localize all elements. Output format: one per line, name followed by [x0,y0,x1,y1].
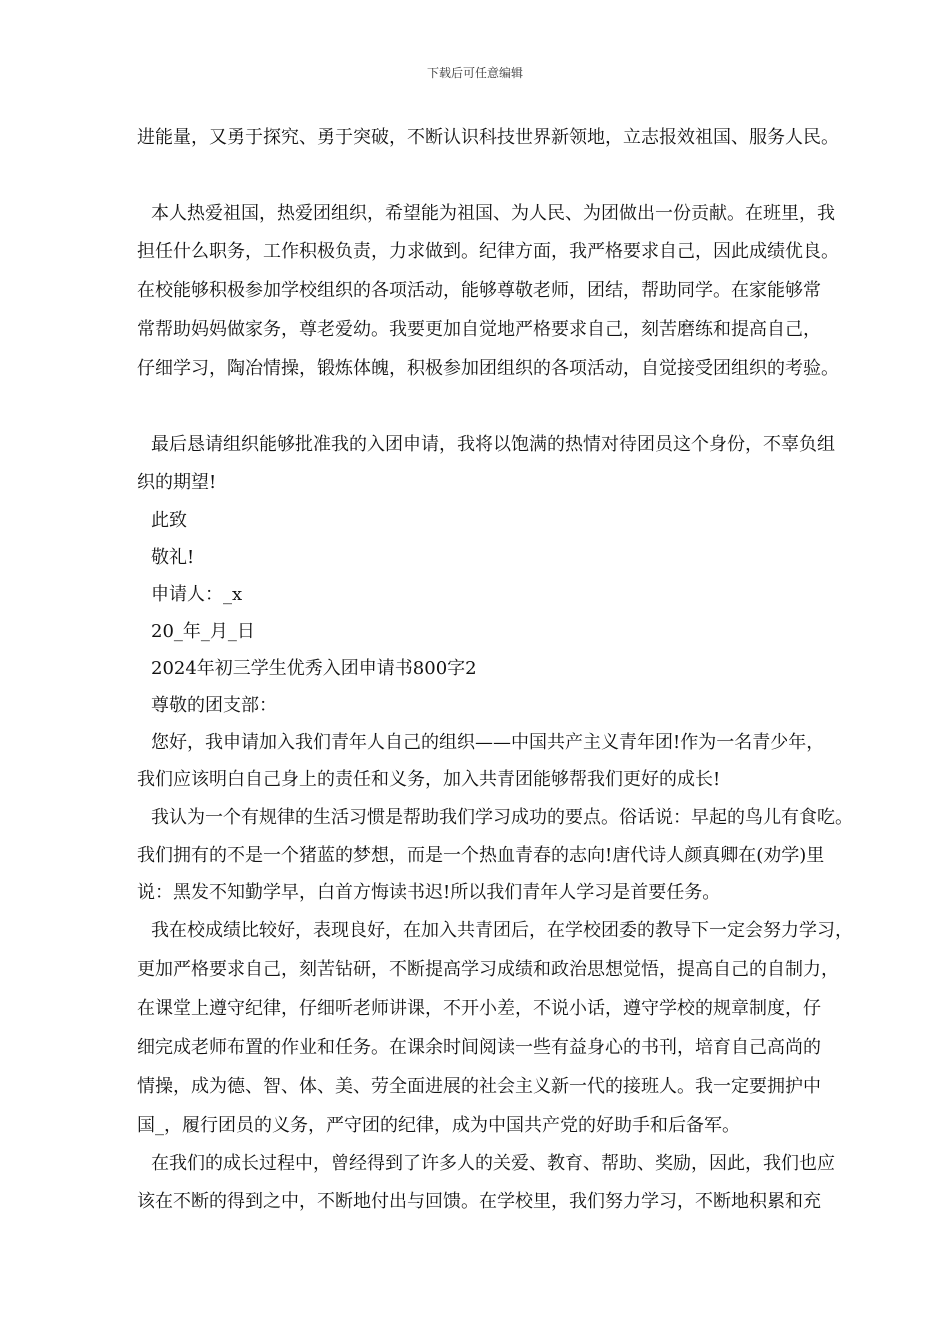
greeting: 尊敬的团支部： [151,695,277,716]
page-header: 下载后可任意编辑 [426,66,523,80]
paragraph-line: 担任什么职务，工作积极负责，力求做到。纪律方面，我严格要求自己，因此成绩优良。 [137,241,839,262]
paragraph-line: 本人热爱祖国，热爱团组织，希望能为祖国、为人民、为团做出一份贡献。在班里，我 [151,203,835,224]
paragraph-line: 我们拥有的不是一个猪蓝的梦想，而是一个热血青春的志向!唐代诗人颜真卿在(劝学)里 [137,845,825,866]
paragraph-line: 我在校成绩比较好，表现良好，在加入共青团后，在学校团委的教导下一定会努力学习， [151,920,853,941]
paragraph-line: 最后恳请组织能够批准我的入团申请，我将以饱满的热情对待团员这个身份，不辜负组 [151,434,835,455]
date-line: 20_年_月_日 [151,621,255,642]
closing-regards: 敬礼! [151,547,195,568]
paragraph-line: 在课堂上遵守纪律，仔细听老师讲课，不开小差，不说小话，遵守学校的规章制度，仔 [137,998,821,1019]
paragraph-line: 国_，履行团员的义务，严守团的纪律，成为中国共产党的好助手和后备军。 [137,1115,740,1136]
paragraph-line: 常帮助妈妈做家务，尊老爱幼。我要更加自觉地严格要求自己，刻苦磨练和提高自己， [137,319,821,340]
paragraph-line: 该在不断的得到之中，不断地付出与回馈。在学校里，我们努力学习，不断地积累和充 [137,1191,821,1212]
paragraph-line: 进能量，又勇于探究、勇于突破，不断认识科技世界新领地，立志报效祖国、服务人民。 [137,127,839,148]
paragraph-line: 细完成老师布置的作业和任务。在课余时间阅读一些有益身心的书刊，培育自己高尚的 [137,1037,821,1058]
paragraph-line: 织的期望! [137,472,217,493]
applicant-signature: 申请人：_x [151,584,243,605]
paragraph-line: 仔细学习，陶冶情操，锻炼体魄，积极参加团组织的各项活动，自觉接受团组织的考验。 [137,358,839,379]
paragraph-line: 我认为一个有规律的生活习惯是帮助我们学习成功的要点。俗话说：早起的鸟儿有食吃。 [151,807,853,828]
paragraph-line: 说：黑发不知勤学早，白首方悔读书迟!所以我们青年人学习是首要任务。 [137,882,721,903]
paragraph-line: 您好，我申请加入我们青年人自己的组织——中国共产主义青年团!作为一名青少年， [151,732,825,753]
paragraph-line: 我们应该明白自己身上的责任和义务，加入共青团能够帮我们更好的成长! [137,769,721,790]
paragraph-line: 情操，成为德、智、体、美、劳全面进展的社会主义新一代的接班人。我一定要拥护中 [137,1076,821,1097]
closing-salutation: 此致 [151,510,187,531]
paragraph-line: 在校能够积极参加学校组织的各项活动，能够尊敬老师，团结，帮助同学。在家能够常 [137,280,821,301]
paragraph-line: 更加严格要求自己，刻苦钻研，不断提高学习成绩和政治思想觉悟，提高自己的自制力， [137,959,839,980]
paragraph-line: 在我们的成长过程中，曾经得到了许多人的关爱、教育、帮助、奖励，因此，我们也应 [151,1153,835,1174]
section-title: 2024年初三学生优秀入团申请书800字2 [151,658,477,679]
